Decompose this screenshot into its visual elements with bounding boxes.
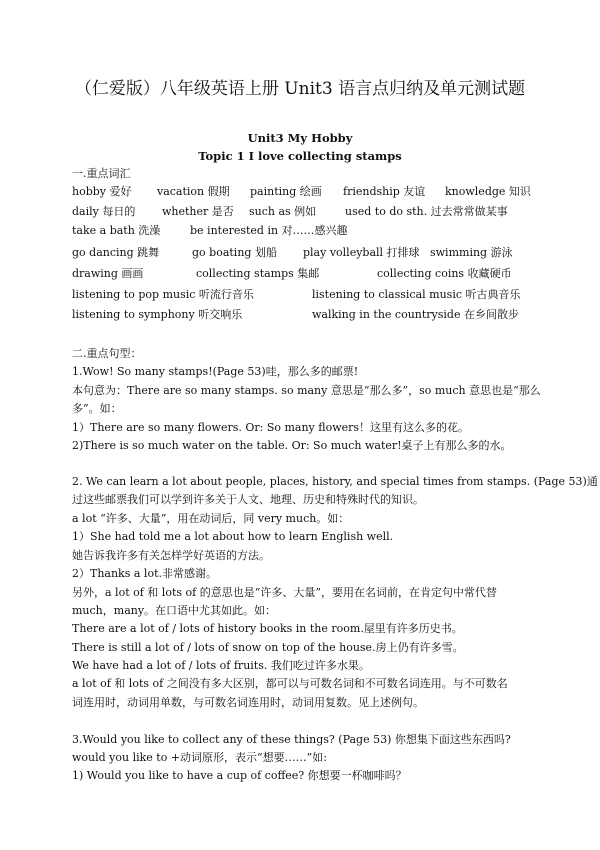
- vocab-item: listening to classical music 听古典音乐: [312, 288, 521, 301]
- vocab-item: collecting coins 收藏硬币: [377, 267, 512, 280]
- text-line: 词连用时，动词用单数，与可数名词连用时，动词用复数。见上述例句。: [72, 696, 424, 709]
- vocab-item: swimming 游泳: [430, 246, 513, 259]
- sentence-section-heading: 二.重点句型：: [72, 347, 142, 360]
- text-line: 1.Wow! So many stamps!(Page 53)哇，那么多的邮票!: [72, 365, 359, 378]
- text-line: a lot of 和 lots of 之间没有多大区别，都可以与可数名词和不可数名词连用。与不可数名: [72, 677, 508, 690]
- vocab-item: be interested in 对……感兴趣: [190, 224, 348, 237]
- unit-heading: Unit3 My Hobby: [247, 131, 353, 145]
- vocab-item: play volleyball 打排球: [303, 246, 420, 259]
- text-line: 多”。如：: [72, 402, 122, 415]
- vocab-item: whether 是否: [162, 205, 234, 218]
- vocab-item: go dancing 跳舞: [72, 246, 160, 259]
- vocab-item: daily 每日的: [72, 205, 136, 218]
- vocab-item: drawing 画画: [72, 267, 144, 280]
- text-line: There are a lot of / lots of history books in the room.屋里有许多历史书。: [72, 622, 463, 635]
- text-line: 2. We can learn a lot about people, places, history, and special times from stamps. (Page 53)通: [72, 475, 598, 488]
- vocab-item: painting 绘画: [250, 185, 322, 198]
- text-line: 另外，a lot of 和 lots of 的意思也是“许多、大量”，要用在名词前，在肯定句中常代替: [72, 586, 497, 599]
- vocab-item: take a bath 洗澡: [72, 224, 161, 237]
- vocab-item: vacation 假期: [157, 185, 230, 198]
- vocab-item: used to do sth. 过去常常做某事: [345, 205, 508, 218]
- vocab-item: collecting stamps 集邮: [196, 267, 320, 280]
- vocab-item: go boating 划船: [192, 246, 277, 259]
- text-line: 1) Would you like to have a cup of coffee? 你想要一杯咖啡吗？: [72, 769, 407, 782]
- vocab-item: walking in the countryside 在乡间散步: [312, 308, 519, 321]
- text-line: 2）Thanks a lot.非常感谢。: [72, 567, 217, 580]
- document-title: （仁爱版）八年级英语上册 Unit3 语言点归纳及单元测试题: [74, 79, 526, 99]
- text-line: much，many。在口语中尤其如此。如：: [72, 604, 277, 617]
- text-line: 2)There is so much water on the table. Or: So much water!桌子上有那么多的水。: [72, 439, 512, 452]
- vocab-item: friendship 友谊: [343, 185, 426, 198]
- text-line: We have had a lot of / lots of fruits. 我们吃过许多水果。: [72, 659, 370, 672]
- text-line: 3.Would you like to collect any of these things? (Page 53) 你想集下面这些东西吗?: [72, 733, 511, 746]
- topic-heading: Topic 1 I love collecting stamps: [198, 149, 402, 163]
- text-line: would you like to +动词原形，表示“想要……”如:: [72, 751, 328, 764]
- text-line: 本句意为：There are so many stamps. so many 意思是“那么多”，so much 意思也是“那么: [72, 384, 541, 397]
- vocab-item: knowledge 知识: [445, 185, 531, 198]
- text-line: 1）There are so many flowers. Or: So many flowers！这里有这么多的花。: [72, 421, 470, 434]
- vocab-item: such as 例如: [249, 205, 317, 218]
- text-line: a lot “许多、大量”，用在动词后，同 very much。如：: [72, 512, 350, 525]
- text-line: 她告诉我许多有关怎样学好英语的方法。: [72, 549, 270, 562]
- text-line: 过这些邮票我们可以学到许多关于人文、地理、历史和特殊时代的知识。: [72, 493, 424, 506]
- text-line: 1）She had told me a lot about how to learn English well.: [72, 530, 394, 543]
- vocab-section-heading: 一.重点词汇: [72, 167, 131, 180]
- vocab-item: hobby 爱好: [72, 185, 132, 198]
- text-line: There is still a lot of / lots of snow on top of the house.房上仍有许多雪。: [72, 641, 464, 654]
- vocab-item: listening to symphony 听交响乐: [72, 308, 243, 321]
- vocab-item: listening to pop music 听流行音乐: [72, 288, 254, 301]
